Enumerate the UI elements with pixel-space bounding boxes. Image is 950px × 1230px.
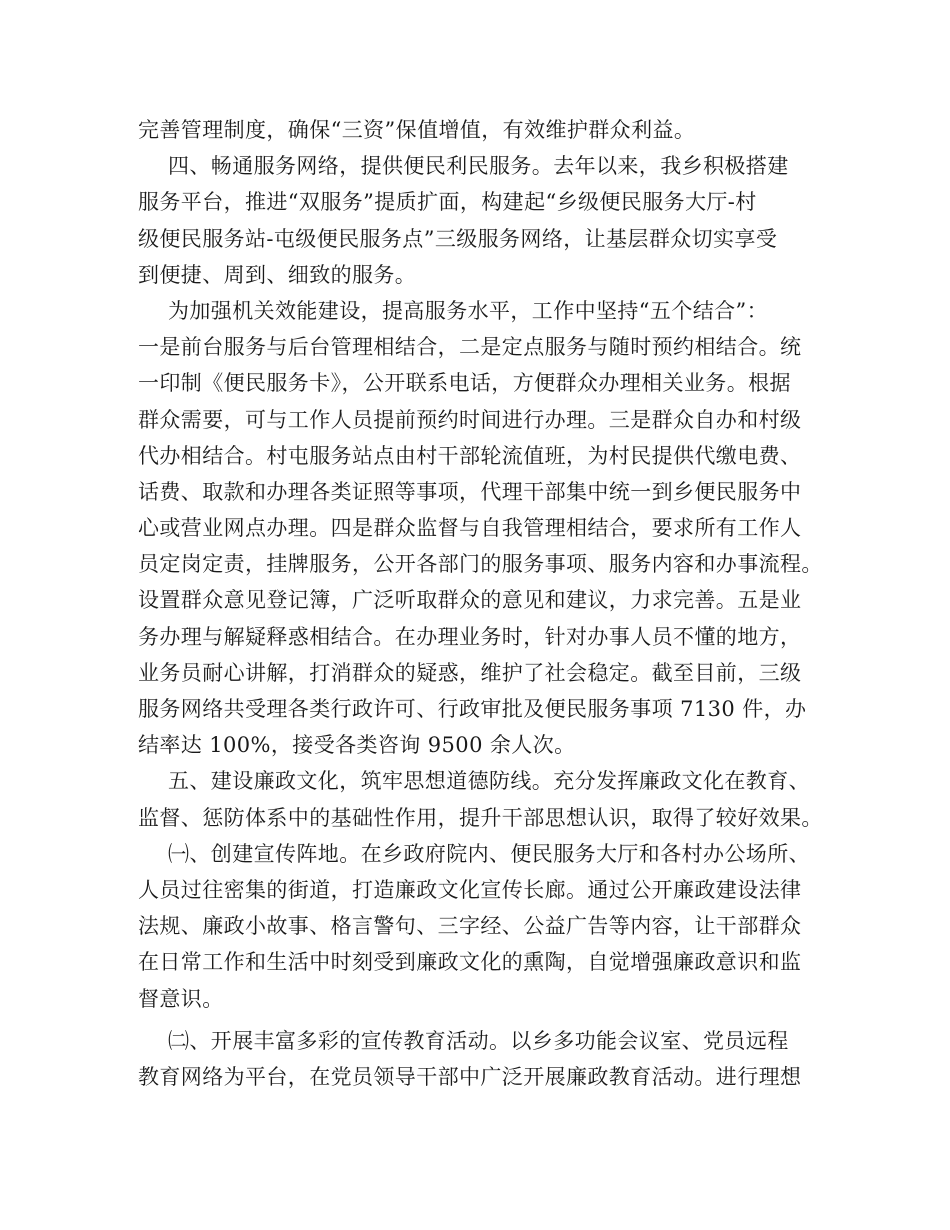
text-line: 完善管理制度，确保“三资”保值增值，有效维护群众利益。 (138, 118, 696, 142)
text-line: 监督、惩防体系中的基础性作用，提升干部思想认识，取得了较好效果。 (138, 805, 823, 830)
document-body (138, 112, 828, 1095)
text-line: 群众需要，可与工作人员提前预约时间进行办理。三是群众自办和村级 (138, 407, 802, 432)
text-line: 设置群众意见登记簿，广泛听取群众的意见和建议，力求完善。五是业 (138, 588, 802, 613)
text-line: 一是前台服务与后台管理相结合，二是定点服务与随时预约相结合。统 (138, 335, 802, 360)
text-line: 督意识。 (138, 986, 224, 1011)
text-line: 代办相结合。村屯服务站点由村干部轮流值班，为村民提供代缴电费、 (138, 443, 802, 468)
text-line: 五、建设廉政文化，筑牢思想道德防线。充分发挥廉政文化在教育、 (168, 769, 810, 794)
text-line: 一印制《便民服务卡》，公开联系电话，方便群众办理相关业务。根据 (138, 371, 791, 396)
text-line: 在日常工作和生活中时刻受到廉政文化的熏陶，自觉增强廉政意识和监 (138, 950, 802, 975)
text-line: 到便捷、周到、细致的服务。 (138, 262, 417, 287)
text-line: 服务网络共受理各类行政许可、行政审批及便民服务事项 7130 件，办 (138, 697, 807, 721)
text-line: 话费、取款和办理各类证照等事项，代理干部集中统一到乡便民服务中 (138, 479, 802, 504)
text-line: ㈡、开展丰富多彩的宣传教育活动。以乡多功能会议室、党员远程 (168, 1028, 789, 1053)
text-line: 员定岗定责，挂牌服务，公开各部门的服务事项、服务内容和办事流程。 (138, 552, 823, 577)
text-line: 业务员耐心讲解，打消群众的疑惑，维护了社会稳定。截至目前，三级 (138, 660, 802, 685)
text-line: 心或营业网点办理。四是群众监督与自我管理相结合，要求所有工作人 (138, 516, 802, 541)
text-line: 务办理与解疑释惑相结合。在办理业务时，针对办事人员不懂的地方， (138, 624, 802, 649)
text-line: 为加强机关效能建设，提高服务水平，工作中坚持“五个结合”： (168, 298, 769, 323)
text-line: ㈠、创建宣传阵地。在乡政府院内、便民服务大厅和各村办公场所、 (168, 841, 810, 866)
text-line: 结率达 100%，接受各类咨询 9500 余人次。 (138, 733, 576, 758)
text-line: 教育网络为平台，在党员领导干部中广泛开展廉政教育活动。进行理想 (138, 1064, 802, 1089)
text-line: 四、畅通服务网络，提供便民利民服务。去年以来，我乡积极搭建 (168, 154, 789, 179)
text-line: 级便民服务站-屯级便民服务点”三级服务网络，让基层群众切实享受 (138, 226, 778, 251)
text-line: 服务平台，推进“双服务”提质扩面，构建起“乡级便民服务大厅-村 (138, 190, 757, 215)
text-line: 人员过往密集的街道，打造廉政文化宣传长廊。通过公开廉政建设法律 (138, 877, 802, 902)
text-line: 法规、廉政小故事、格言警句、三字经、公益广告等内容，让干部群众 (138, 914, 802, 939)
